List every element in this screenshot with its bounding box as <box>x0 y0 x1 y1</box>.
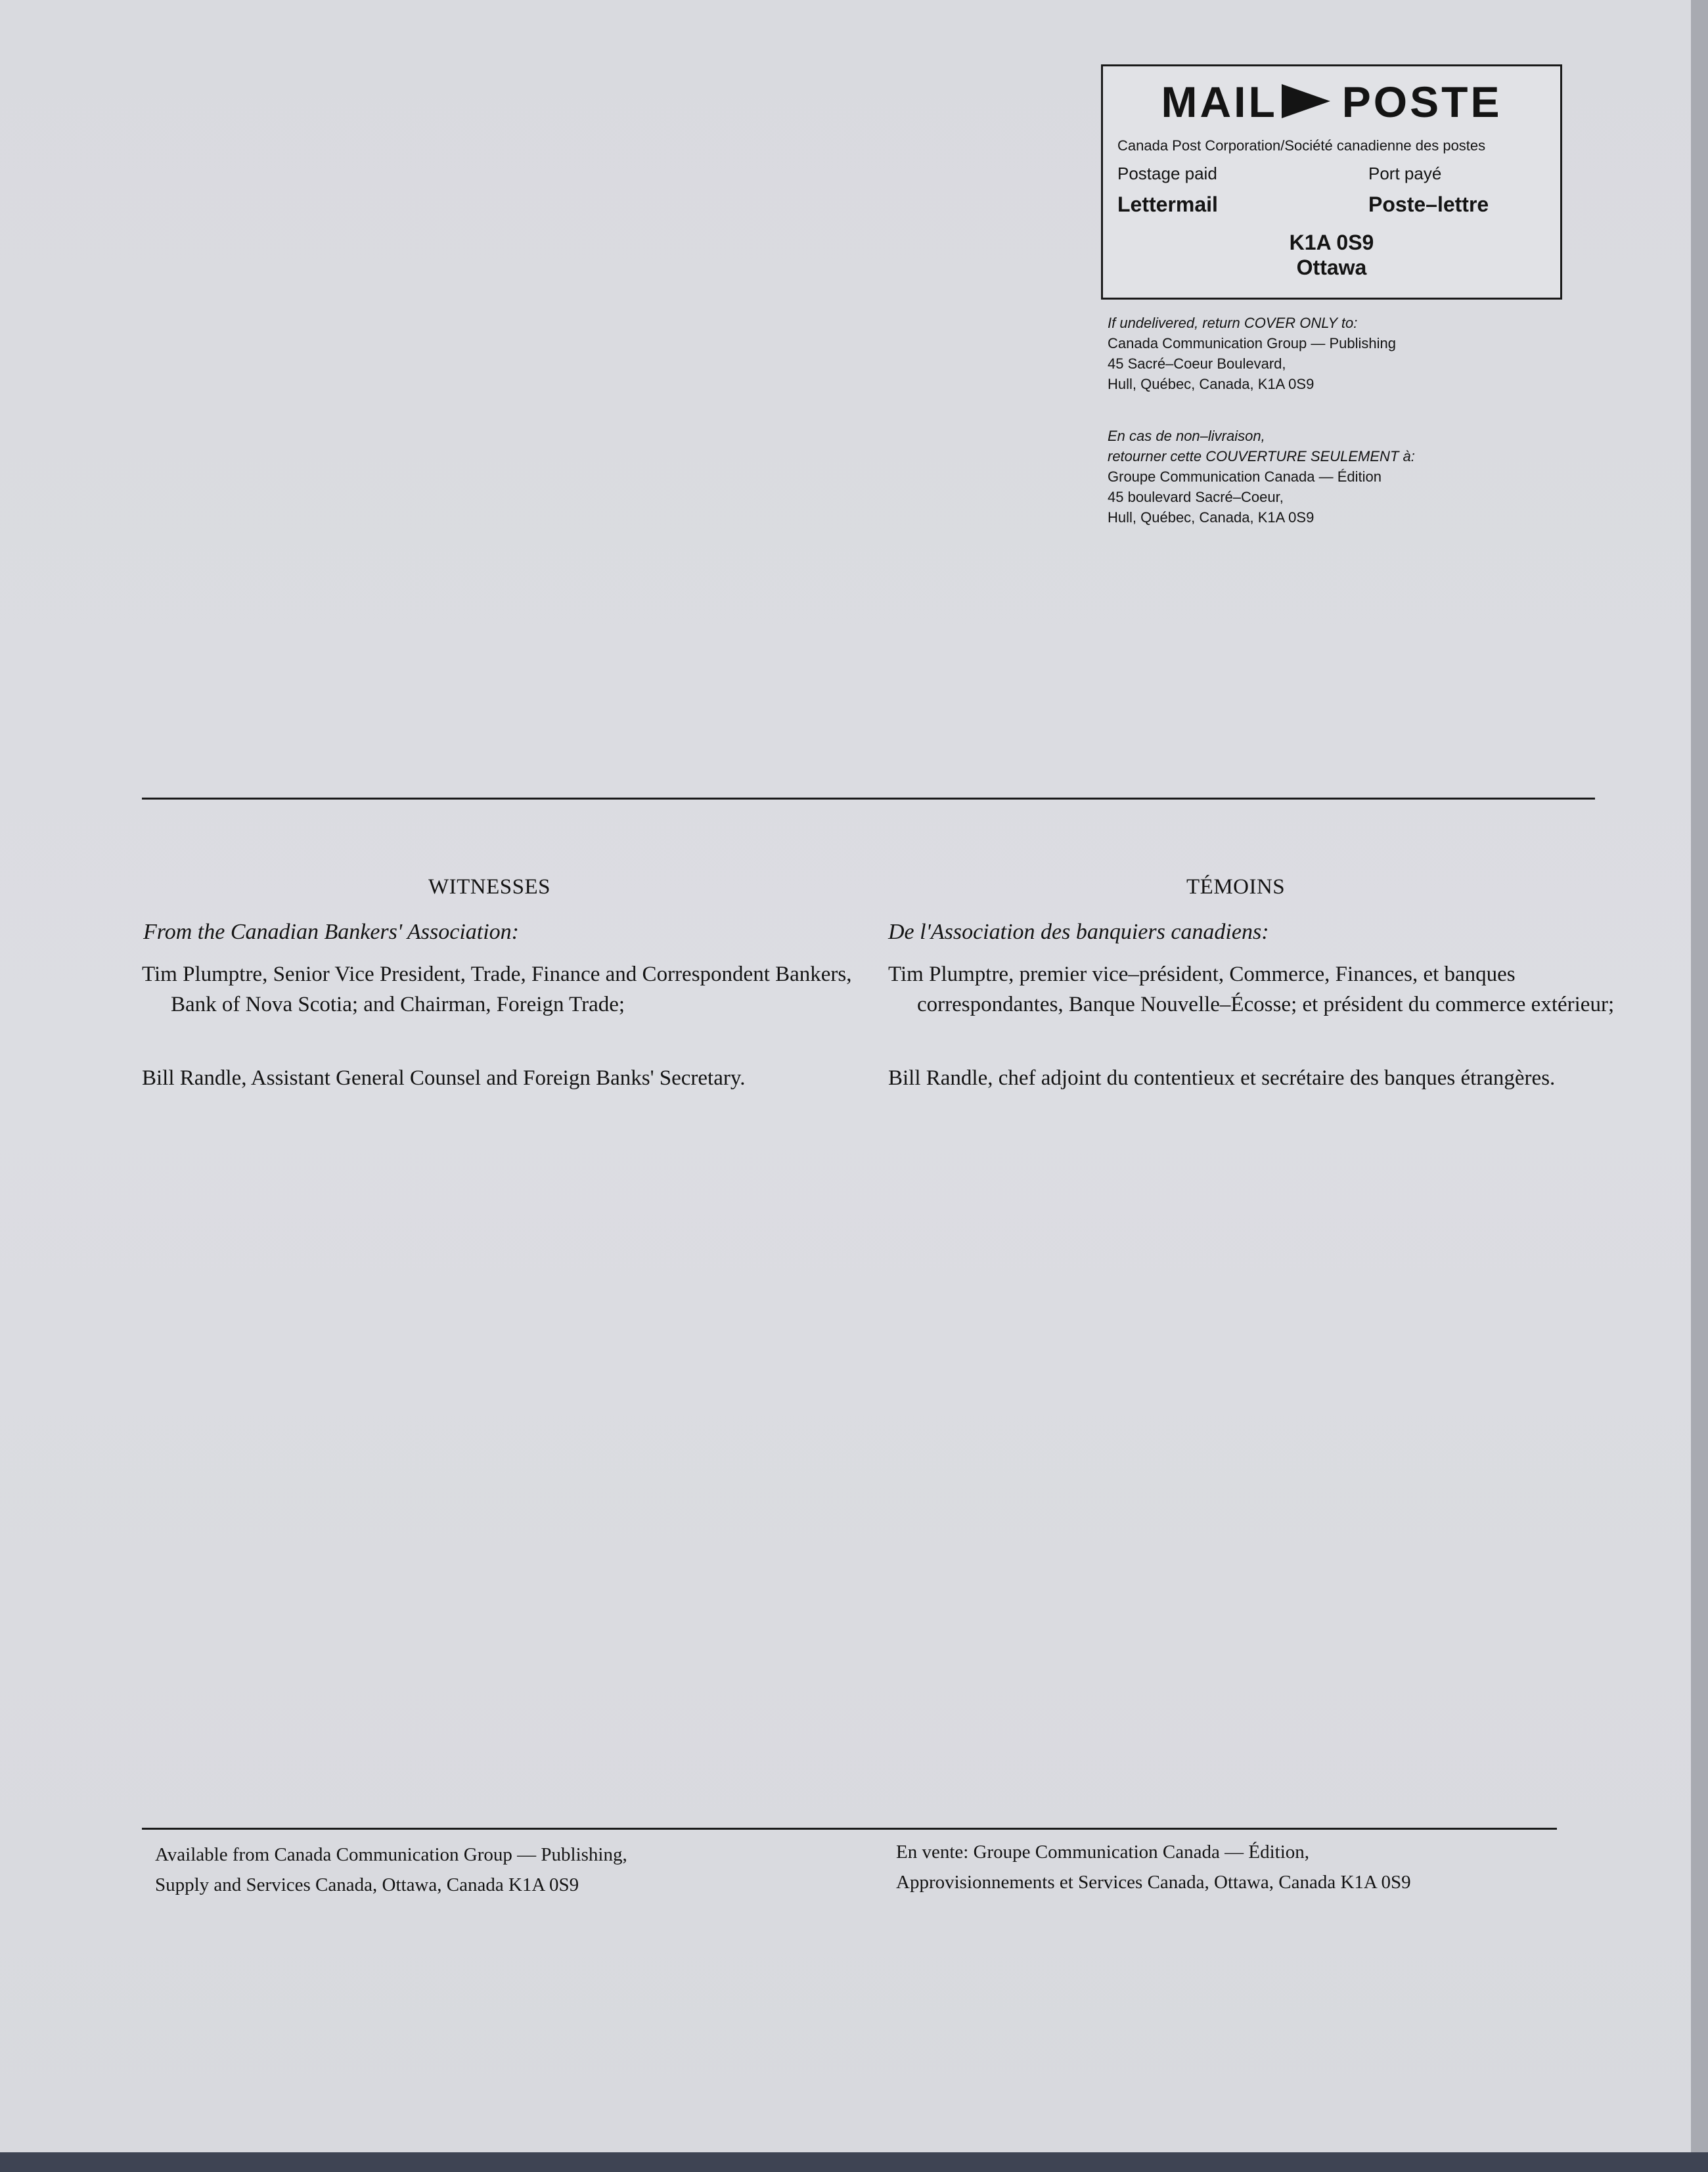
witnesses-heading: WITNESSES <box>428 875 551 899</box>
witness-entry: Tim Plumptre, premier vice–président, Commerce, Finances, et banques correspondantes, Banque Nouvelle–Écosse; et président du commerce extérieur; <box>888 962 1615 1016</box>
availability-line: Approvisionnements et Services Canada, Ottawa, Canada K1A 0S9 <box>896 1872 1411 1893</box>
return-address-fr <box>1108 426 1415 528</box>
return-instruction-en: If undelivered, return COVER ONLY to: <box>1108 315 1358 331</box>
binding-strip <box>0 2152 1708 2172</box>
divider <box>142 798 1595 800</box>
availability-line: En vente: Groupe Communication Canada — Édition, <box>896 1842 1310 1863</box>
return-instruction-fr: En cas de non–livraison, <box>1108 428 1265 444</box>
mail-label: MAIL <box>1161 78 1278 126</box>
mail-poste-title <box>1103 76 1560 128</box>
lettermail-fr: Poste–lettre <box>1368 192 1489 216</box>
return-line: 45 boulevard Sacré–Coeur, <box>1108 489 1284 505</box>
witness-entry: Tim Plumptre, Senior Vice President, Trade, Finance and Correspondent Bankers, Bank of Nova Scotia; and Chairman, Foreign Trade; <box>142 962 852 1016</box>
footer-divider <box>142 1828 1557 1830</box>
canada-post-arrow-icon <box>1282 84 1330 118</box>
return-line: 45 Sacré–Coeur Boulevard, <box>1108 355 1286 372</box>
page-edge <box>1691 0 1708 2172</box>
return-instruction-fr: retourner cette COUVERTURE SEULEMENT à: <box>1108 448 1415 464</box>
availability-en <box>155 1840 627 1900</box>
association-en: From the Canadian Bankers' Association: <box>143 920 520 944</box>
availability-line: Supply and Services Canada, Ottawa, Canada K1A 0S9 <box>155 1874 579 1895</box>
return-line: Hull, Québec, Canada, K1A 0S9 <box>1108 376 1315 392</box>
availability-fr <box>896 1837 1411 1897</box>
witness-entry: Bill Randle, Assistant General Counsel and Foreign Banks' Secretary. <box>142 1066 746 1090</box>
return-address-en <box>1108 313 1396 394</box>
postal-city: Ottawa <box>1296 256 1367 279</box>
poste-label: POSTE <box>1341 78 1502 126</box>
mail-indicia-box <box>1101 64 1562 300</box>
postal-code: K1A 0S9 <box>1289 231 1374 254</box>
availability-line: Available from Canada Communication Group — Publishing, <box>155 1844 627 1865</box>
postage-paid-en: Postage paid <box>1117 164 1217 183</box>
lettermail-en: Lettermail <box>1117 192 1218 216</box>
return-line: Groupe Communication Canada — Édition <box>1108 468 1382 485</box>
postage-paid-fr: Port payé <box>1368 164 1442 183</box>
temoins-heading: TÉMOINS <box>1186 875 1286 899</box>
witness-entry: Bill Randle, chef adjoint du contentieux et secrétaire des banques étrangères. <box>888 1066 1556 1090</box>
return-line: Hull, Québec, Canada, K1A 0S9 <box>1108 509 1315 526</box>
association-fr: De l'Association des banquiers canadiens: <box>888 920 1269 944</box>
return-line: Canada Communication Group — Publishing <box>1108 335 1397 351</box>
corporation-name: Canada Post Corporation/Société canadienne des postes <box>1117 137 1486 154</box>
